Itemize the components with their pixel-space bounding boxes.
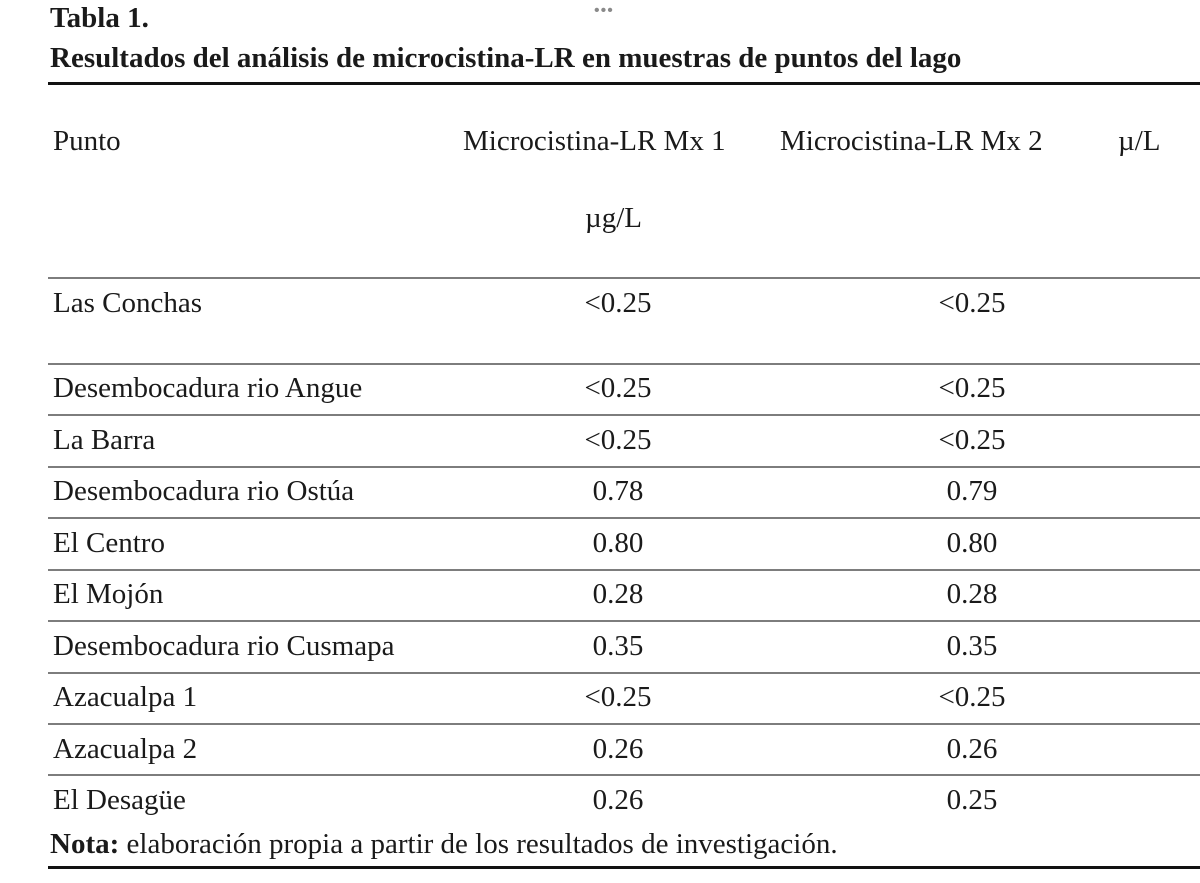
table-number: Tabla 1. — [50, 2, 149, 34]
cell-mx1: <0.25 — [584, 681, 652, 713]
more-options-icon[interactable]: ••• — [594, 2, 614, 19]
row-divider — [48, 620, 1200, 622]
table-row — [0, 733, 1200, 773]
table-top-rule — [48, 82, 1200, 85]
row-divider — [48, 569, 1200, 571]
cell-mx2: 0.25 — [946, 784, 998, 816]
table-row — [0, 527, 1200, 567]
cell-mx2: 0.28 — [946, 578, 998, 610]
cell-mx2: 0.80 — [946, 527, 998, 559]
row-divider — [48, 466, 1200, 468]
cell-mx2: 0.26 — [946, 733, 998, 765]
row-divider — [48, 277, 1200, 279]
row-divider — [48, 363, 1200, 365]
note-text: elaboración propia a partir de los resultados de investigación. — [119, 828, 838, 860]
cell-punto: Azacualpa 1 — [53, 681, 198, 713]
cell-mx2: <0.25 — [938, 372, 1006, 404]
table-note — [50, 828, 838, 861]
table-row — [0, 578, 1200, 618]
cell-punto: Azacualpa 2 — [53, 733, 198, 765]
column-header-mx2: Microcistina-LR Mx 2 — [780, 125, 1043, 157]
row-divider — [48, 774, 1200, 776]
cell-mx2: <0.25 — [938, 424, 1006, 456]
note-label: Nota: — [50, 828, 120, 860]
cell-mx2: <0.25 — [938, 681, 1006, 713]
cell-punto: Desembocadura rio Angue — [53, 372, 363, 404]
cell-punto: Desembocadura rio Cusmapa — [53, 630, 395, 662]
cell-punto: El Centro — [53, 527, 165, 559]
cell-punto: El Mojón — [53, 578, 164, 610]
cell-mx1: 0.28 — [592, 578, 644, 610]
cell-punto: Las Conchas — [53, 287, 202, 319]
table-row — [0, 424, 1200, 464]
row-divider — [48, 517, 1200, 519]
cell-mx1: <0.25 — [584, 287, 652, 319]
row-divider — [48, 672, 1200, 674]
table-title: Resultados del análisis de microcistina-LR en muestras de puntos del lago — [50, 42, 962, 74]
cell-mx2: 0.35 — [946, 630, 998, 662]
table-row — [0, 287, 1200, 327]
cell-mx1: <0.25 — [584, 372, 652, 404]
column-header-unit-mx2: µ/L — [1118, 125, 1161, 157]
row-divider — [48, 723, 1200, 725]
cell-mx1: 0.78 — [592, 475, 644, 507]
column-header-mx1: Microcistina-LR Mx 1 — [463, 125, 726, 157]
cell-mx1: 0.26 — [592, 784, 644, 816]
table-row — [0, 630, 1200, 670]
table-row — [0, 784, 1200, 824]
table-row — [0, 372, 1200, 412]
table-row — [0, 475, 1200, 515]
cell-mx1: 0.80 — [592, 527, 644, 559]
row-divider — [48, 414, 1200, 416]
cell-mx2: <0.25 — [938, 287, 1006, 319]
cell-punto: El Desagüe — [53, 784, 186, 816]
cell-mx2: 0.79 — [946, 475, 998, 507]
table-bottom-rule — [48, 866, 1200, 869]
column-header-punto: Punto — [53, 125, 121, 157]
cell-mx1: 0.35 — [592, 630, 644, 662]
table-row — [0, 681, 1200, 721]
column-header-unit-mx1: µg/L — [585, 202, 642, 234]
cell-punto: La Barra — [53, 424, 156, 456]
cell-punto: Desembocadura rio Ostúa — [53, 475, 355, 507]
cell-mx1: 0.26 — [592, 733, 644, 765]
cell-mx1: <0.25 — [584, 424, 652, 456]
